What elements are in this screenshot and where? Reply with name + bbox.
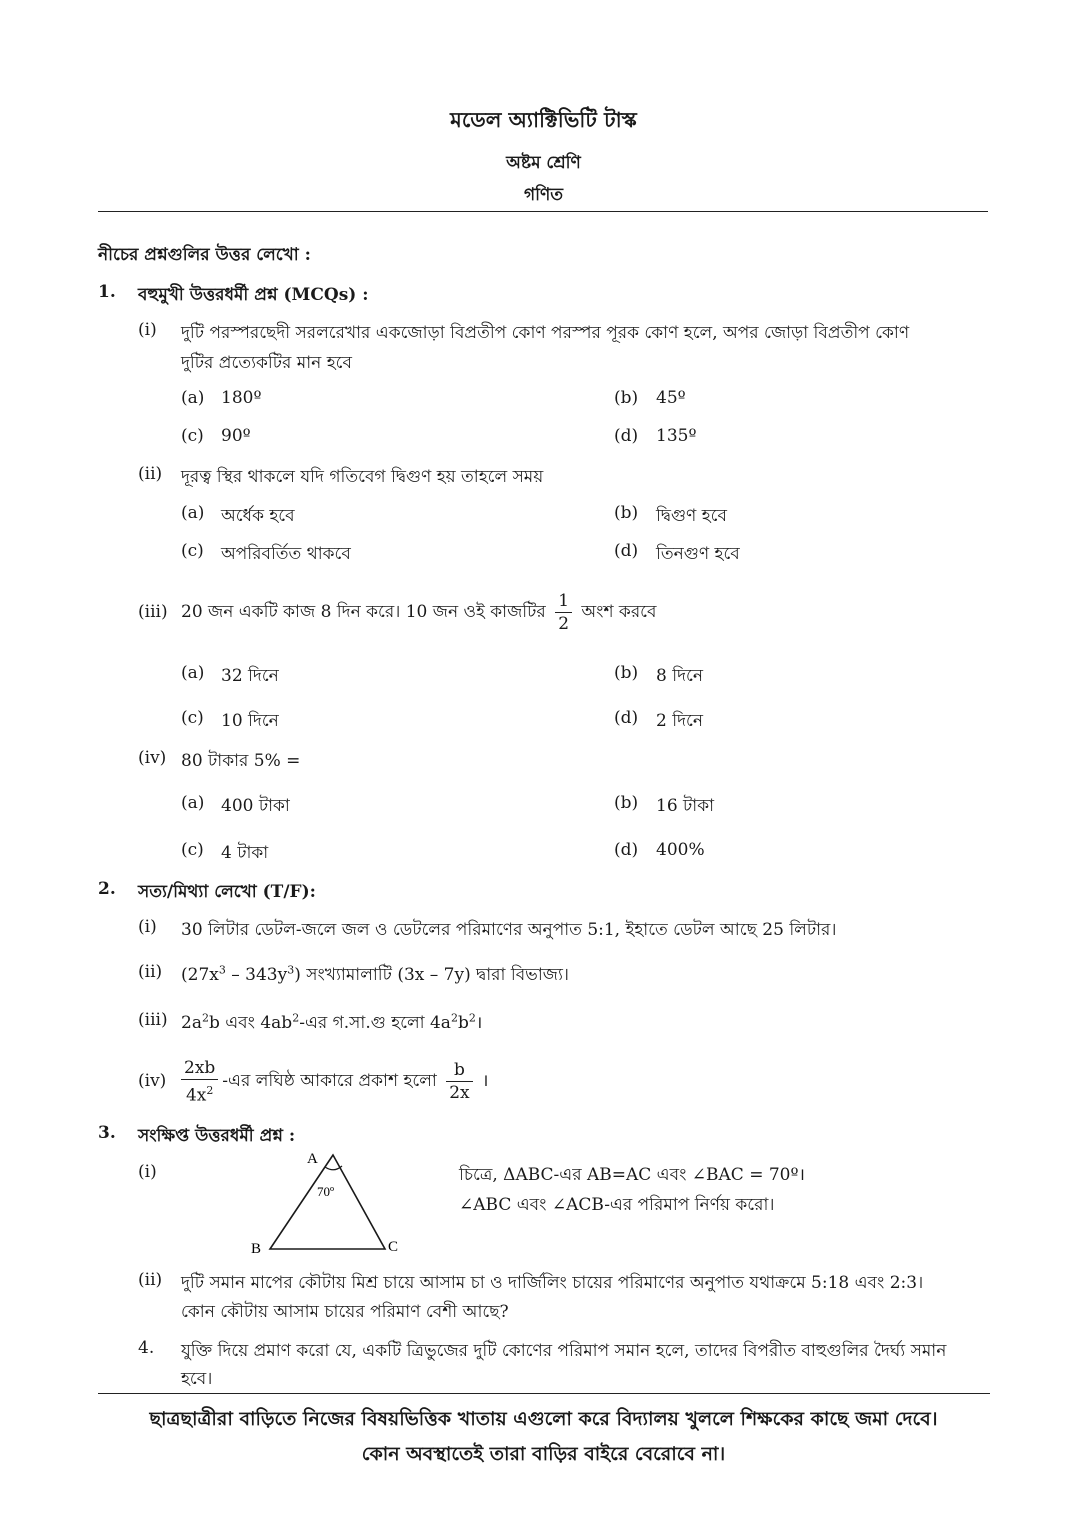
s1-q2-text: দূরত্ব স্থির থাকলে যদি গতিবেগ দ্বিগুণ হয় তাহলে সময় — [181, 467, 544, 487]
exponent: 3 — [218, 963, 226, 977]
header-divider — [98, 211, 988, 212]
option-text: অর্ধেক হবে — [221, 506, 295, 526]
s1-q1-line1: দুটি পরস্পরছেদী সরলরেখার একজোড়া বিপ্রতীপ কোণ পরস্পর পূরক কোণ হলে, অপর জোড়া বিপ্রতীপ কোণ — [181, 323, 910, 343]
option-text: 400% — [656, 840, 705, 860]
s2-q2-expression — [181, 962, 569, 990]
vertex-label-c: C — [388, 1239, 399, 1255]
s1-q2-number: (ii) — [138, 464, 163, 484]
fraction-half — [555, 590, 572, 635]
triangle-abc — [270, 1155, 385, 1249]
fraction-denominator: 2x — [449, 1083, 470, 1103]
fraction-numerator: 2xb — [181, 1057, 218, 1080]
exponent: 2 — [450, 1011, 458, 1025]
page-title: মডেল অ্যাক্টিভিটি টাস্ক — [450, 107, 637, 132]
option-text: 135º — [656, 426, 697, 446]
s3-q1-number: (i) — [138, 1162, 157, 1182]
triangle-abc-figure — [245, 1145, 415, 1260]
s2-q4-expression — [181, 1053, 488, 1109]
s1-q4-text: 80 টাকার 5% = — [181, 751, 301, 771]
s1-q4-number: (iv) — [138, 748, 167, 768]
fraction-numerator: 1 — [555, 590, 572, 613]
option-label: (b) — [614, 793, 639, 813]
section-1-number: 1. — [98, 282, 116, 302]
instruction: নীচের প্রশ্নগুলির উত্তর লেখো : — [98, 245, 311, 265]
s3-q2-number: (ii) — [138, 1270, 163, 1290]
option-text: 32 দিনে — [221, 666, 279, 686]
s2-q1-text: 30 লিটার ডেটল-জলে জল ও ডেটলের পরিমাণের অনুপাত 5:1, ইহাতে ডেটল আছে 25 লিটার। — [181, 920, 837, 940]
footer-line-2: কোন অবস্থাতেই তারা বাড়ির বাইরে বেরোবে না। — [361, 1443, 726, 1465]
expr-part: (27x — [181, 965, 219, 985]
s1-q3-text-after: অংশ করবে — [581, 602, 657, 622]
expr-part: ) সংখ্যামালাটি (3x – 7y) দ্বারা বিভাজ্য। — [294, 965, 569, 985]
option-text: 90º — [221, 426, 251, 446]
expr-part: b — [457, 1013, 469, 1033]
expr-part: । — [475, 1013, 483, 1033]
option-label: (b) — [614, 663, 639, 683]
option-label: (c) — [181, 426, 204, 446]
s4-line2: হবে। — [181, 1369, 213, 1389]
option-label: (c) — [181, 708, 204, 728]
s1-q3-line — [181, 584, 656, 640]
s2-q4-end: । — [482, 1071, 489, 1091]
option-text: 10 দিনে — [221, 711, 279, 731]
exponent: 2 — [468, 1011, 476, 1025]
option-text: 8 দিনে — [656, 666, 703, 686]
option-label: (a) — [181, 388, 205, 408]
section-2-heading: সত্য/মিথ্যা লেখো (T/F): — [138, 882, 316, 902]
fraction-b-over-2x — [446, 1059, 472, 1104]
s1-q3-text: 20 জন একটি কাজ 8 দিন করে। 10 জন ওই কাজটির — [181, 602, 546, 622]
option-label: (d) — [614, 708, 639, 728]
option-text: 45º — [656, 388, 686, 408]
option-label: (b) — [614, 503, 639, 523]
footer-divider — [98, 1393, 990, 1394]
exponent: 3 — [287, 963, 295, 977]
option-label: (c) — [181, 541, 204, 561]
expr-part: 2a — [181, 1013, 202, 1033]
section-2-number: 2. — [98, 879, 116, 899]
section-3-heading: সংক্ষিপ্ত উত্তরধর্মী প্রশ্ন : — [138, 1126, 296, 1146]
option-text: 16 টাকা — [656, 796, 715, 816]
vertex-label-b: B — [251, 1241, 262, 1257]
s1-q3-number: (iii) — [138, 602, 168, 622]
option-text: 400 টাকা — [221, 796, 290, 816]
s2-q1-number: (i) — [138, 917, 157, 937]
expr-part: b এবং 4ab — [208, 1013, 293, 1033]
option-label: (d) — [614, 426, 639, 446]
footer-line-1: ছাত্রছাত্রীরা বাড়িতে নিজের বিষয়ভিত্তিক খাতায় এগুলো করে বিদ্যালয় খুললে শিক্ষকের কাছে জমা দেবে। — [149, 1408, 938, 1430]
s3-q1-line2: ∠ABC এবং ∠ACB-এর পরিমাপ নির্ণয় করো। — [459, 1195, 775, 1215]
exponent: 2 — [292, 1011, 300, 1025]
s2-q3-expression — [181, 1010, 482, 1038]
s2-q3-number: (iii) — [138, 1010, 168, 1030]
section-3-number: 3. — [98, 1123, 116, 1143]
fraction-numerator: b — [446, 1059, 472, 1082]
s1-q1-line2: দুটির প্রত্যেকটির মান হবে — [181, 353, 352, 373]
denominator-base: 4x — [185, 1085, 207, 1106]
option-text: তিনগুণ হবে — [656, 544, 740, 564]
expr-part: – 343y — [225, 965, 288, 985]
option-label: (a) — [181, 663, 205, 683]
fraction-denominator — [181, 1080, 218, 1107]
angle-label: 70º — [317, 1184, 335, 1199]
s2-q2-number: (ii) — [138, 962, 163, 982]
s1-q1-number: (i) — [138, 320, 157, 340]
s4-line1: যুক্তি দিয়ে প্রমাণ করো যে, একটি ত্রিভুজের দুটি কোণের পরিমাপ সমান হলে, তাদের বিপরীত বাহুগুলির দৈর্ঘ্য সমান — [181, 1341, 947, 1361]
expr-part: -এর গ.সা.গু হলো 4a — [299, 1013, 451, 1033]
vertex-label-a: A — [307, 1151, 318, 1167]
exponent: 2 — [206, 1083, 214, 1097]
s2-q4-mid-text: -এর লঘিষ্ঠ আকারে প্রকাশ হলো — [222, 1071, 437, 1091]
exponent: 2 — [201, 1011, 209, 1025]
fraction-denominator: 2 — [558, 614, 570, 634]
option-text: 2 দিনে — [656, 711, 703, 731]
option-label: (a) — [181, 503, 205, 523]
option-label: (d) — [614, 840, 639, 860]
option-text: 180º — [221, 388, 262, 408]
fraction-2xb-over-4x2 — [181, 1057, 218, 1107]
s3-q2-line2: কোন কৌটায় আসাম চায়ের পরিমাণ বেশী আছে? — [181, 1302, 509, 1322]
option-label: (a) — [181, 793, 205, 813]
option-label: (c) — [181, 840, 204, 860]
option-label: (b) — [614, 388, 639, 408]
s3-q2-line1: দুটি সমান মাপের কৌটায় মিশ্র চায়ে আসাম চা ও দার্জিলিং চায়ের পরিমাণের অনুপাত যথাক্রমে 5:18 এবং 2:3। — [181, 1273, 924, 1293]
s4-number: 4. — [138, 1338, 155, 1358]
section-1-heading: বহুমুখী উত্তরধর্মী প্রশ্ন (MCQs) : — [138, 285, 369, 305]
subject-name: গণিত — [523, 185, 564, 205]
s2-q4-number: (iv) — [138, 1071, 167, 1091]
class-name: অষ্টম শ্রেণি — [506, 153, 581, 173]
option-text: দ্বিগুণ হবে — [656, 506, 727, 526]
s3-q1-line1: চিত্রে, ΔABC-এর AB=AC এবং ∠BAC = 70º। — [459, 1165, 805, 1185]
option-text: অপরিবর্তিত থাকবে — [221, 544, 351, 564]
option-text: 4 টাকা — [221, 843, 269, 863]
option-label: (d) — [614, 541, 639, 561]
